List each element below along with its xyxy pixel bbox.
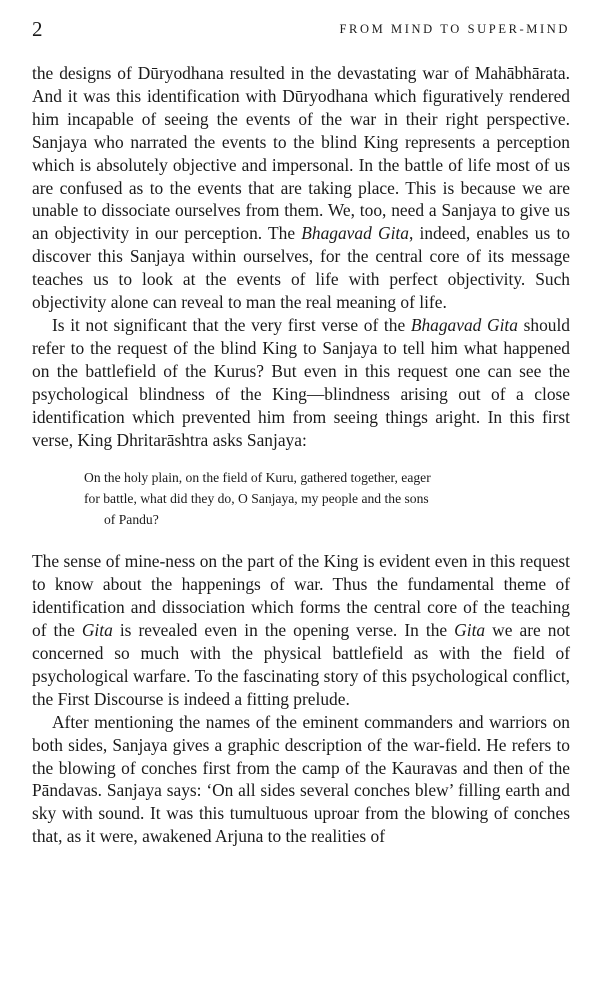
running-title: FROM MIND TO SUPER-MIND bbox=[339, 22, 570, 36]
paragraph-3-text-a: The sense of mine-ness on the part of the King is evident even in this request to know about the happenings of war. Thus the fundamental theme of identification and dissociation which forms the central core of the teaching of the bbox=[32, 551, 570, 641]
body-text bbox=[32, 62, 570, 848]
paragraph-1-text-a: the designs of Dūryodhana resulted in the devastating war of Mahābhārata. And it was this identification with Dūryodhana which figuratively rendered him incapable of seeing the events of the war in their right perspective. Sanjaya who narrated the events to the blind King represents a perception which is absolutely objective and impersonal. In the battle of life most of us are confused as to the events that are taking place. This is because we are unable to dissociate ourselves from them. We, too, need a Sanjaya to give us an objectivity in our perception. The bbox=[32, 63, 570, 244]
block-quote bbox=[84, 467, 554, 530]
quote-line-1: On the holy plain, on the field of Kuru, gathered together, eager bbox=[84, 470, 431, 486]
paragraph-2-text-b: should refer to the request of the blind King to Sanjaya to tell him what happened on the battlefield of the Kurus? But even in this request one can see the psychological blindness of the King—blindness arising out of a close identification which prevented him from seeing things aright. In this first verse, King Dhritarāshtra asks Sanjaya: bbox=[32, 314, 571, 450]
paragraph-3 bbox=[32, 550, 570, 710]
paragraph-2-text-a: Is it not significant that the very first verse of the bbox=[52, 314, 411, 335]
page-header bbox=[32, 16, 570, 42]
paragraph-1-text-b: , indeed, enables us to discover this Sanjaya within ourselves, for the central core of its message teaches us to look at the events of life with perfect objectivity. Such objectivity alone can reveal to man the real meaning of life. bbox=[32, 223, 570, 313]
paragraph-3-text-c: we are not concerned so much with the physical battlefield as with the field of psychological warfare. To the fascinating story of this psychological conflict, the First Discourse is indeed a fitting prelude. bbox=[32, 620, 570, 709]
paragraph-3-title-gita-2: Gita bbox=[454, 620, 486, 641]
quote-line-3: of Pandu? bbox=[104, 512, 159, 528]
quote-line-2: for battle, what did they do, O Sanjaya, my people and the sons bbox=[84, 491, 429, 507]
page-number: 2 bbox=[32, 17, 43, 41]
paragraph-3-title-gita-1: Gita bbox=[81, 620, 113, 641]
paragraph-1-title-bhagavad-gita: Bhagavad Gita bbox=[301, 223, 409, 244]
paragraph-2 bbox=[32, 314, 570, 451]
paragraph-4-text: After mentioning the names of the eminent commanders and warriors on both sides, Sanjaya gives a graphic description of the war-field. He refers to the blowing of conches first from the camp of the Kauravas and then of the Pāndavas. Sanjaya says: ‘On all sides several conches blew’ filling earth and sky with sound. It was this tumultuous uproar from the blowing of conches that, as it were, awakened Arjuna to the realities of bbox=[32, 711, 570, 847]
paragraph-1 bbox=[32, 62, 570, 314]
paragraph-2-title-bhagavad-gita: Bhagavad Gita bbox=[410, 314, 518, 335]
paragraph-3-text-b: is revealed even in the opening verse. In the bbox=[112, 620, 455, 641]
paragraph-4 bbox=[32, 711, 570, 848]
